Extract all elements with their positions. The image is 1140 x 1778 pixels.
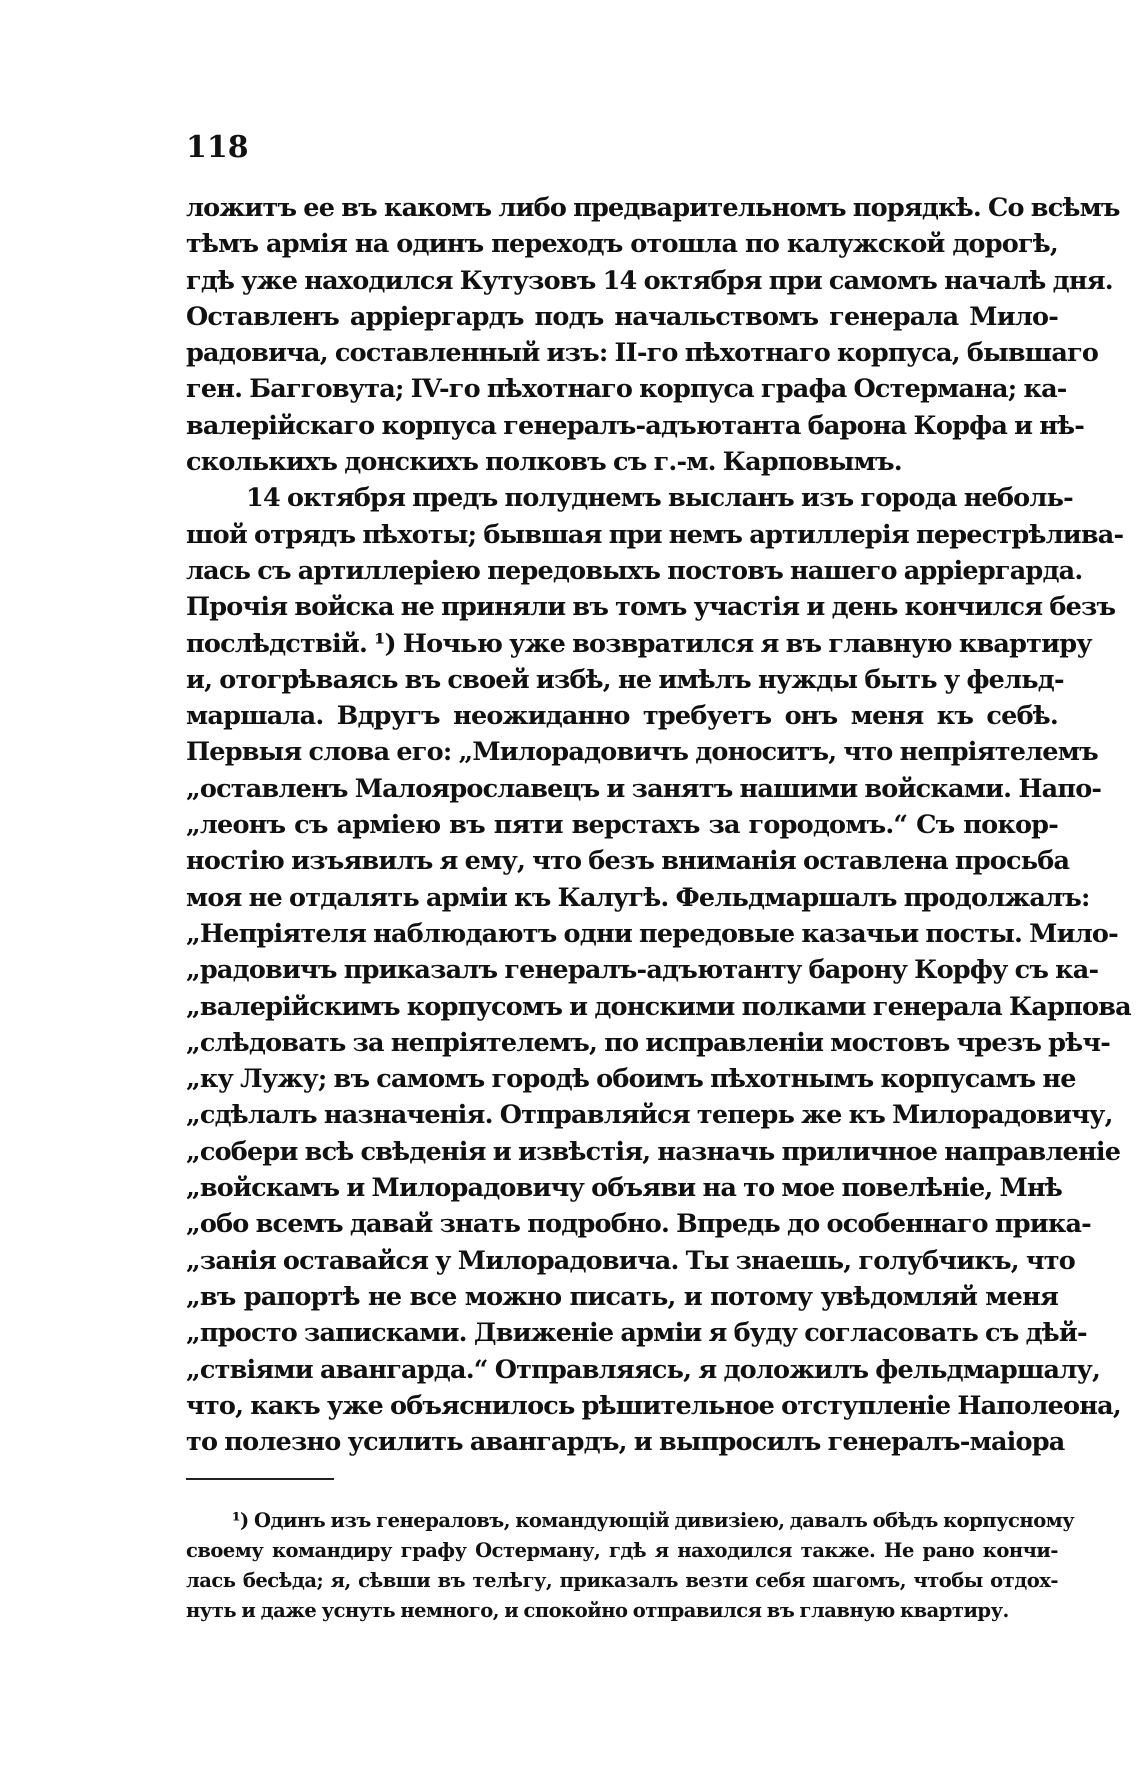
text-line: „ку Лужу; въ самомъ городѣ обоимъ пѣхотнымъ корпусамъ не (186, 1064, 1076, 1095)
footnote-line: своему командиру графу Остерману, гдѣ я находился также. Не рано кончи- (186, 1539, 1058, 1562)
text-line: послѣдствій. ¹) Ночью уже возвратился я въ главную квартиру (186, 628, 1092, 659)
text-line: „Непріятеля наблюдаютъ одни передовые казачьи посты. Мило- (186, 918, 1118, 949)
footnote-line: ¹) Одинъ изъ генераловъ, командующій дивизіею, давалъ обѣдъ корпусному (232, 1509, 1075, 1532)
text-line: то полезно усилить авангардъ, и выпросилъ генералъ-маіора (186, 1427, 1065, 1458)
page-number: 118 (186, 130, 249, 165)
text-line: маршала. Вдругъ неожиданно требуетъ онъ меня къ себѣ. (186, 701, 1058, 732)
text-line: и, отогрѣваясь въ своей избѣ, не имѣлъ нужды быть у фельд- (186, 664, 1064, 695)
text-line: 14 октября предъ полуднемъ высланъ изъ города неболь- (246, 483, 1073, 514)
text-line: Прочія войска не приняли въ томъ участія и день кончился безъ (186, 592, 1116, 623)
text-line: „оставленъ Малоярославецъ и занятъ нашими войсками. Напо- (186, 773, 1102, 804)
text-line: тѣмъ армія на одинъ переходъ отошла по калужской дорогѣ, (186, 229, 1058, 260)
text-line: ностію изъявилъ я ему, что безъ вниманія оставлена просьба (186, 846, 1070, 877)
text-line: Оставленъ арріергардъ подъ начальствомъ генерала Мило- (186, 301, 1058, 332)
text-line: лась съ артиллеріею передовыхъ постовъ нашего арріергарда. (186, 555, 1083, 586)
text-line: „въ рапортѣ не все можно писать, и потому увѣдомляй меня (186, 1281, 1058, 1312)
text-line: ген. Багговута; IV-го пѣхотнаго корпуса графа Остермана; ка- (186, 374, 1067, 405)
text-line: гдѣ уже находился Кутузовъ 14 октября при самомъ началѣ дня. (186, 265, 1113, 296)
text-line: „обо всемъ давай знать подробно. Впредь до особеннаго прика- (186, 1209, 1091, 1240)
text-line: „занія оставайся у Милорадовича. Ты знаешь, голубчикъ, что (186, 1245, 1075, 1276)
text-line: радовича, составленный изъ: II-го пѣхотнаго корпуса, бывшаго (186, 338, 1099, 369)
text-line: „просто записками. Движеніе арміи я буду согласовать съ дѣй- (186, 1318, 1087, 1349)
text-line: „ствіями авангарда.“ Отправляясь, я доложилъ фельдмаршалу, (186, 1354, 1101, 1385)
text-line: „слѣдовать за непріятелемъ, по исправленіи мостовъ чрезъ рѣч- (186, 1027, 1110, 1058)
text-line: „радовичъ приказалъ генералъ-адъютанту барону Корфу съ ка- (186, 955, 1099, 986)
text-line: ложитъ ее въ какомъ либо предварительномъ порядкѣ. Со всѣмъ (186, 193, 1120, 223)
main-text (186, 190, 1131, 1460)
text-line: „леонъ съ арміею въ пяти верстахъ за городомъ.“ Съ покор- (186, 810, 1058, 841)
text-line: валерійскаго корпуса генералъ-адъютанта барона Корфа и нѣ- (186, 410, 1085, 441)
text-line: моя не отдалять арміи къ Калугѣ. Фельдмаршалъ продолжалъ: (186, 882, 1090, 913)
text-line: „валерійскимъ корпусомъ и донскими полками генерала Карпова (186, 991, 1131, 1022)
text-line: „войскамъ и Милорадовичу объяви на то мое повелѣніе, Мнѣ (186, 1173, 1062, 1204)
text-line: что, какъ уже объяснилось рѣшительное отступленіе Наполеона, (186, 1390, 1121, 1421)
footnote-separator (186, 1478, 334, 1480)
footnote-line: нуть и даже уснуть немного, и спокойно отправился въ главную квартиру. (186, 1599, 1009, 1622)
text-line: „собери всѣ свѣденія и извѣстія, назначь приличное направленіе (186, 1136, 1121, 1167)
footnote (186, 1506, 1075, 1626)
text-line: Первыя слова его: „Милорадовичъ доноситъ, что непріятелемъ (186, 737, 1098, 768)
footnote-line: лась бесѣда; я, сѣвши въ телѣгу, приказалъ везти себя шагомъ, чтобы отдох- (186, 1569, 1058, 1592)
text-line: сколькихъ донскихъ полковъ съ г.-м. Карповымъ. (186, 447, 902, 478)
text-line: шой отрядъ пѣхоты; бывшая при немъ артиллерія перестрѣлива- (186, 519, 1124, 550)
text-line: „сдѣлалъ назначенія. Отправляйся теперь же къ Милорадовичу, (186, 1100, 1113, 1131)
